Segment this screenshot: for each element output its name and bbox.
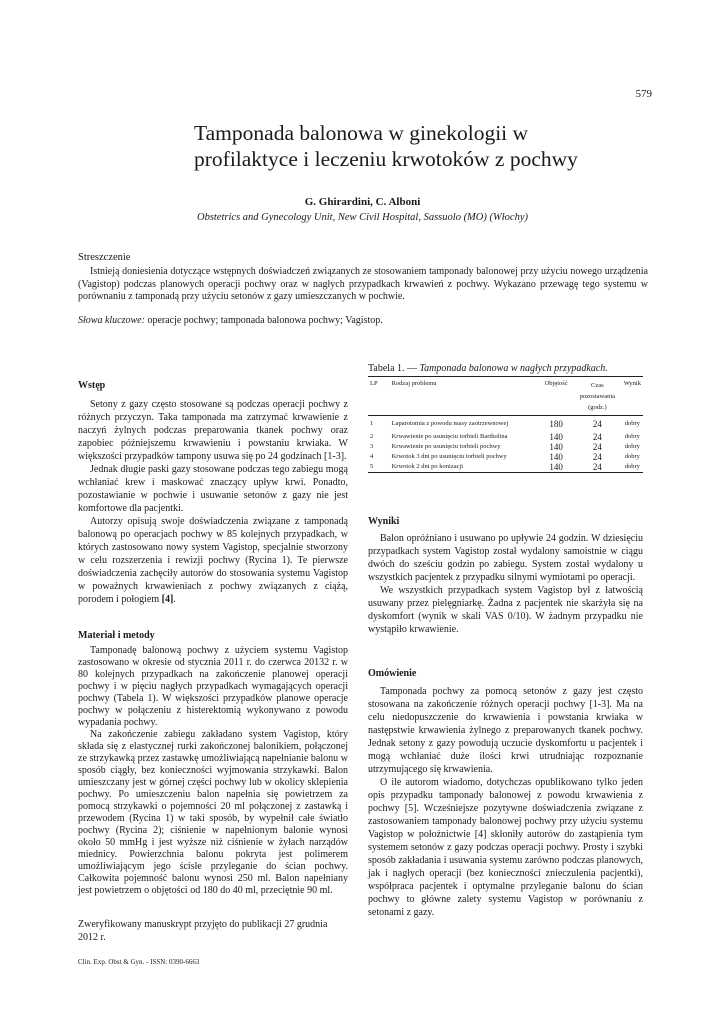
methods-heading: Materiał i metody <box>78 630 155 641</box>
results-paragraph-1: Balon opróżniano i usuwano po upływie 24 godzin. W dziesięciu przypadkach system Vagistop został wydalony samoistnie w ciągu dwóch do sześciu godzin po zabiegu. System został wydalony u wszystkich pacjentek z przypadku silnymi wymiotami po operacji. <box>368 533 643 583</box>
cell-problem: Krwawienie po usunięciu torbieli Bartholina <box>391 433 508 440</box>
cell-time: 24 <box>573 462 622 473</box>
cell-volume: 140 <box>549 431 563 442</box>
cell-result: dobry <box>622 462 643 473</box>
results-section <box>368 515 643 636</box>
intro-reference: [4] <box>161 594 174 605</box>
header-result: Wynik <box>622 377 643 416</box>
discussion-paragraph-1: Tamponada pochwy za pomocą setonów z gazy jest często stosowana na zakończenie różnych operacji pochwy [1-3]. Ma na celu niedopuszczenie do krwawienia i powstania krwiaka w następstwie krwawienia żylnego z preparowanych tkanek pochwy. Jednak setony z gazy powodują uczucie dyskomfortu u pacjentek i mogą wchłaniać duże ilości krwi utrudniając rozpoznanie utrzymującego się krwawienia. <box>368 686 643 775</box>
cell-problem: Laparotomia z powodu masy zaotrzewnowej <box>391 420 509 428</box>
keywords-text: operacje pochwy; tamponada balonowa pochwy; Vagistop. <box>144 315 383 326</box>
cell-lp: 3 <box>370 443 374 450</box>
methods-section <box>78 630 348 897</box>
cell-volume: 140 <box>539 462 573 473</box>
cell-result: dobry <box>624 420 640 428</box>
table-row <box>368 452 643 462</box>
header-lp: LP <box>368 377 390 416</box>
discussion-paragraph-2: O ile autorom wiadomo, dotychczas opublikowano tylko jeden opis przypadku tamponady balonowej z powodu krwawienia z pochwy [5]. Wcześniejsze pozytywne doświadczenia związane z zastosowaniem tamponady balonowej pochwy przy użyciu systemu Vagistop w położnictwie [4] skłoniły autorów do zastąpienia tym systemem setonów z gazy podczas operacji pochwy. Prosty i szybki sposób zakładania i usuwania systemu zarówno podczas planowych, jak i nagłych operacji (bez konieczności znieczulenia pacjentki), współpraca pacjentek i optymalne przyleganie balonu do ścian pochwy to główne zalety systemu Vagistop w porównaniu z setonami z gazy. <box>368 777 643 918</box>
intro-paragraph-3-end: . <box>173 594 176 605</box>
intro-section <box>78 379 348 606</box>
cell-volume: 140 <box>549 441 563 452</box>
journal-info: Clin. Exp. Obst & Gyn. - ISSN: 0390-6663 <box>78 958 200 966</box>
cell-volume: 180 <box>549 418 563 429</box>
keywords <box>78 315 648 326</box>
discussion-section <box>368 667 643 919</box>
cell-problem: Krwotok 2 dni po konizacji <box>390 462 540 473</box>
intro-paragraph-2: Jednak długie paski gazy stosowane podczas tego zabiegu mogą wchłaniać krew i maskować znaczący upływ krwi. Ponadto, pozostawianie w pochwie i usuwanie setonów z gazy nie jest komfortowe dla pacjentki. <box>78 464 348 514</box>
authors: G. Ghirardini, C. Alboni <box>304 196 421 208</box>
table-header-row <box>368 377 643 416</box>
cell-lp: 4 <box>370 453 374 460</box>
header-volume: Objętość <box>539 377 573 416</box>
header-time: Czas pozostawania (godz.) <box>573 377 622 416</box>
cell-time: 24 <box>592 418 602 429</box>
table-row <box>368 432 643 442</box>
cell-result: dobry <box>624 453 640 460</box>
table-row <box>368 416 643 432</box>
table-caption-prefix: Tabela 1. — <box>368 363 420 374</box>
intro-paragraph-3-text: Autorzy opisują swoje doświadczenia związane z tamponadą balonową po operacjach pochwy w 85 kolejnych przypadkach, w których zastosowano nowy system Vagistop, specjalnie stworzony w celu rozszerzenia i rewizji pochwy (Rycina 1). Te pierwsze doświadczenia zachęciły autorów do stosowania systemu Vagistop w poważnych krwawieniach z pochwy związanych z ciążą, porodem i połogiem <box>78 516 348 605</box>
title-line-2: profilaktyce i leczeniu krwotoków z pochwy <box>194 147 578 171</box>
results-heading: Wyniki <box>368 516 400 527</box>
results-table <box>368 376 643 473</box>
cell-time: 24 <box>592 431 602 442</box>
discussion-heading: Omówienie <box>368 668 417 679</box>
keywords-label: Słowa kluczowe: <box>78 315 145 326</box>
title-line-1: Tamponada balonowa w ginekologii w <box>194 121 529 145</box>
article-title <box>160 120 640 172</box>
cell-time: 24 <box>592 441 602 452</box>
abstract-text: Istnieją doniesienia dotyczące wstępnych doświadczeń związanych ze stosowaniem tamponady balonowej przy użyciu nowego urządzenia (Vagistop) podczas planowych operacji pochwy oraz w nagłych przypadkach krwawień z pochwy. Wykazano przewagę tego systemu w porównaniu z tamponadą przy użyciu setonów z gazy umieszczanych w pochwie. <box>78 266 648 302</box>
intro-heading: Wstęp <box>78 380 106 391</box>
cell-problem: Krwotok 3 dni po usunięciu torbieli pochwy <box>391 453 507 460</box>
cell-result: dobry <box>624 433 640 440</box>
cell-volume: 140 <box>549 451 563 462</box>
intro-paragraph-1: Setony z gazy często stosowane są podczas operacji pochwy z różnych przyczyn. Taka tamponada ma zatrzymać krwawienie z naczyń żylnych podczas preparowania tkanek pochwy oraz zapobiec późniejszemu krwawieniu i powstaniu krwiaka. W większości przypadków tampony usuwa się po 24 godzinach [1-3]. <box>78 399 348 462</box>
intro-paragraph-3 <box>78 515 348 606</box>
header-problem: Rodzaj problemu <box>390 377 540 416</box>
cell-result: dobry <box>624 443 640 450</box>
cell-lp: 2 <box>370 433 374 440</box>
table-row <box>368 462 643 473</box>
page-number: 579 <box>635 88 652 100</box>
methods-paragraph-1: Tamponadę balonową pochwy z użyciem systemu Vagistop zastosowano w okresie od stycznia 2011 r. do czerwca 20132 r. w 80 kolejnych przypadkach na zakończenie planowej operacji pochwy i w pięciu nagłych przypadkach wymagających operacji pochwy (Tabela 1). W większości przypadków planowe operacje pochwy w połączeniu z histerektomią wykonywano z powodu wypadania pochwy. <box>78 645 348 728</box>
abstract-heading: Streszczenie <box>78 252 131 263</box>
results-paragraph-2: We wszystkich przypadkach system Vagistop był z łatwością usuwany przez pielęgniarkę. Żadna z pacjentek nie skarżyła się na dyskomfort (wynik w skali VAS 0/10). W żadnym przypadku nie wystąpiło krwawienie. <box>368 585 643 635</box>
cell-time: 24 <box>592 451 602 462</box>
table-caption-title: Tamponada balonowa w nagłych przypadkach. <box>419 363 608 374</box>
cell-lp: 1 <box>370 420 374 428</box>
methods-paragraph-2: Na zakończenie zabiegu zakładano system Vagistop, który składa się z elastycznej rurki zakończonej balonikiem, połączonej ze strzykawką przez zastawkę umożliwiającą napełnianie balonu w sposób ciągły, bez konieczności wyjmowania strzykawki. Balon umieszczany jest w górnej części pochwy lub w okolicy sklepienia pochwy. Po umieszczeniu balon napełnia się powietrzem za pomocą strzykawki o pojemności 20 ml połączonej z zastawką i przewodem (Rycina 1) w taki sposób, by wypełnił całe światło pochwy (Rycina 2); ciśnienie w napełnionym balonie wynosi około 50 mmHg i jest wyższe niż ciśnienie w żyłach narządów miednicy. Powierzchnia balonu pokryta jest polimerem umożliwiającym jego ścisłe przyleganie do ścian pochwy. Całkowita pojemność balonu wynosi 250 ml. Balon napełniany jest powietrzem o objętości od 180 do 40 ml, przeciętnie 90 ml. <box>78 729 348 896</box>
cell-problem: Krwawienie po usunięciu torbieli pochwy <box>391 443 501 450</box>
footnote: Zweryfikowany manuskrypt przyjęto do publikacji 27 grudnia 2012 r. <box>78 919 328 943</box>
affiliation: Obstetrics and Gynecology Unit, New Civil Hospital, Sassuolo (MO) (Włochy) <box>197 212 528 223</box>
table-row <box>368 442 643 452</box>
table-caption <box>368 363 608 374</box>
cell-lp: 5 <box>368 462 390 473</box>
